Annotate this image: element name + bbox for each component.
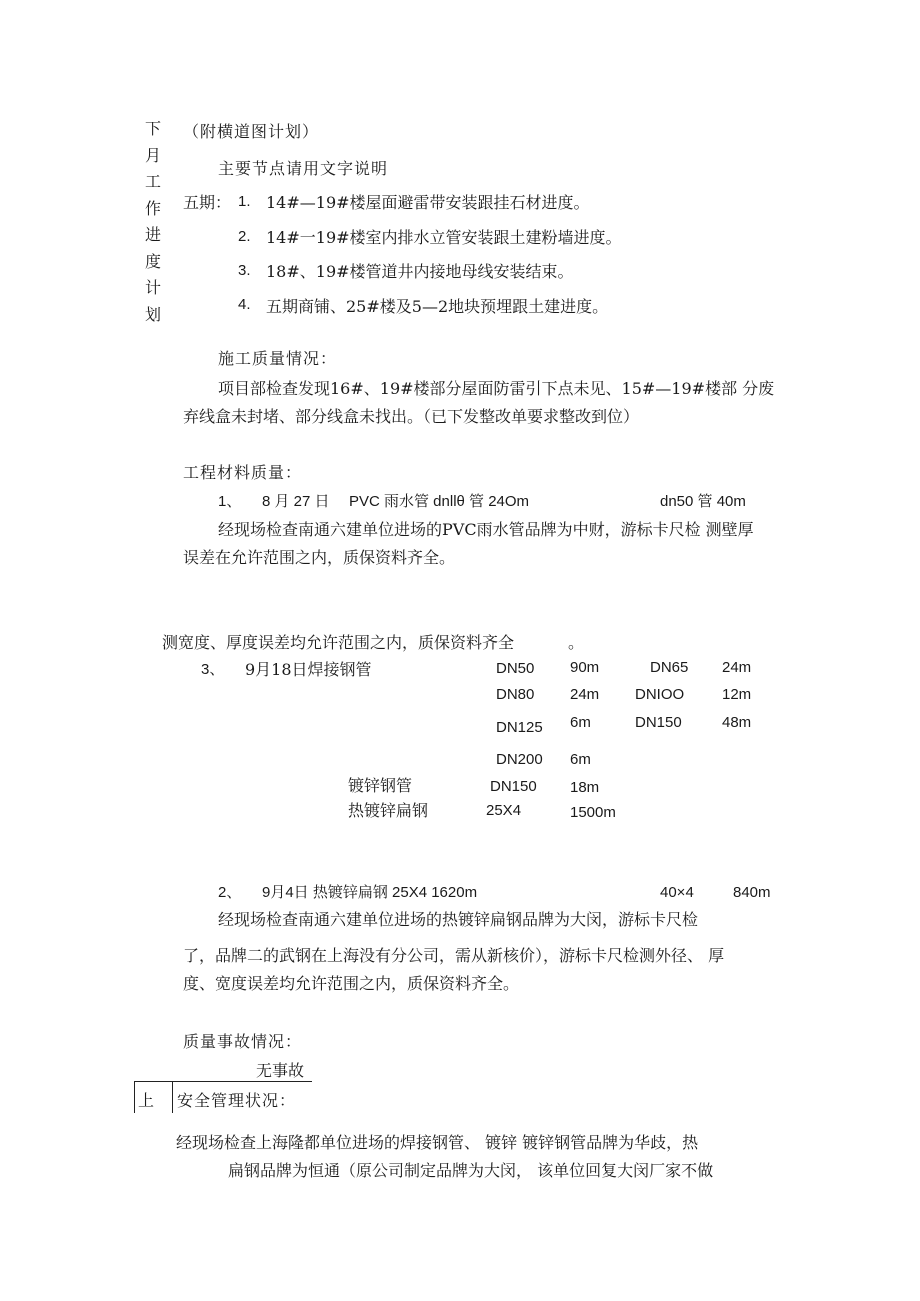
table-column-divider xyxy=(172,1081,173,1113)
safety-management-title: 安全管理状况： xyxy=(177,1091,297,1110)
pipe-size: DNIOO xyxy=(635,686,685,703)
plan-item-1-text: 14#—19#楼屋面避雷带安装跟挂石材进度。 xyxy=(266,193,590,212)
pipe-qty: 48m xyxy=(722,714,752,731)
material-item-1-note-2: 误差在允许范围之内，质保资料齐全。 xyxy=(183,548,456,567)
table-top-border xyxy=(134,1081,312,1082)
pipe-size: DN200 xyxy=(496,751,543,768)
pipe-size: DN50 xyxy=(496,660,535,677)
construction-quality-title: 施工质量情况： xyxy=(218,349,338,368)
plan-item-3-text: 18#、19#楼管道井内接地母线安装结束。 xyxy=(266,262,574,281)
material-item-2-extra-size: 40×4 xyxy=(660,884,694,901)
side-label-next-month-plan: 下月工作进度计划 xyxy=(144,119,161,324)
material-item-1-extra: dn50 管 40m xyxy=(660,493,746,510)
galvanized-pipe-label: 镀锌钢管 xyxy=(348,776,413,795)
pipe-size: DN80 xyxy=(496,686,535,703)
material-item-1-desc: PVC 雨水管 dnllθ 管 24Om xyxy=(349,493,530,510)
key-nodes-title: 主要节点请用文字说明 xyxy=(218,159,389,178)
pipe-qty: 24m xyxy=(722,659,752,676)
pipe-size: DN125 xyxy=(496,719,543,736)
material-item-2-extra-qty: 840m xyxy=(733,884,771,901)
material-item-1-date: 8 月 27 日 xyxy=(262,493,330,510)
flat-steel-label: 热镀锌扁钢 xyxy=(348,801,429,820)
safety-line-1: 经现场检查上海隆都单位进场的焊接钢管、 镀锌 镀锌钢管品牌为华歧，热 xyxy=(176,1133,699,1152)
pipe-size: DN65 xyxy=(650,659,689,676)
pipe-qty: 6m xyxy=(570,751,591,768)
fragment-line: 测宽度、厚度误差均允许范围之内，质保资料齐全 xyxy=(162,633,515,652)
material-item-2-note-2: 了，品牌二的武钢在上海没有分公司，需从新核价），游标卡尺检测外径、 厚 xyxy=(183,946,725,965)
fragment-line-end: 。 xyxy=(568,633,585,652)
material-quality-title: 工程材料质量： xyxy=(183,463,303,482)
material-item-2-note-1: 经现场检查南通六建单位进场的热镀锌扁钢品牌为大闵，游标卡尺检 xyxy=(218,910,699,929)
pipe-qty: 90m xyxy=(570,659,600,676)
material-item-3-desc: 9月18日焊接钢管 xyxy=(245,660,372,679)
plan-item-2-text: 14#一19#楼室内排水立管安装跟土建粉墙进度。 xyxy=(266,228,622,247)
plan-item-3-number: 3. xyxy=(238,262,251,279)
material-item-2-number: 2、 xyxy=(218,884,242,901)
attachment-note: （附横道图计划） xyxy=(183,122,320,141)
phase-label: 五期： xyxy=(183,193,232,212)
material-item-1-note-1: 经现场检查南通六建单位进场的PVC雨水管品牌为中财，游标卡尺检 测壁厚 xyxy=(218,520,754,539)
material-item-2-note-3: 度、宽度误差均允许范围之内，质保资料齐全。 xyxy=(183,974,520,993)
table-left-border xyxy=(134,1081,135,1113)
construction-quality-line-1: 项目部检查发现16#、19#楼部分屋面防雷引下点未见、15#—19#楼部 分废 xyxy=(218,379,775,398)
pipe-qty: 24m xyxy=(570,686,600,703)
plan-item-4-text: 五期商铺、25#楼及5—2地块预埋跟土建进度。 xyxy=(266,297,609,316)
safety-line-2: 扁钢品牌为恒通（原公司制定品牌为大闵， 该单位回复大闵厂家不做 xyxy=(228,1161,714,1180)
flat-steel-qty: 1500m xyxy=(570,804,616,821)
flat-steel-size: 25X4 xyxy=(486,802,522,819)
quality-accident-title: 质量事故情况： xyxy=(183,1032,303,1051)
galvanized-pipe-qty: 18m xyxy=(570,779,600,796)
pipe-qty: 6m xyxy=(570,714,591,731)
quality-accident-value: 无事故 xyxy=(256,1061,305,1080)
material-item-2-desc: 9月4日 热镀锌扁钢 25X4 1620m xyxy=(262,884,478,901)
material-item-1-number: 1、 xyxy=(218,493,242,510)
plan-item-4-number: 4. xyxy=(238,296,251,313)
material-item-3-number: 3、 xyxy=(201,661,225,678)
pipe-size: DN150 xyxy=(635,714,682,731)
plan-item-2-number: 2. xyxy=(238,228,251,245)
galvanized-pipe-size: DN150 xyxy=(490,778,537,795)
pipe-qty: 12m xyxy=(722,686,752,703)
safety-side-char: 上 xyxy=(138,1091,155,1110)
plan-item-1-number: 1. xyxy=(238,193,251,210)
construction-quality-line-2: 弃线盒未封堵、部分线盒未找出。（已下发整改单要求整改到位） xyxy=(183,407,640,426)
